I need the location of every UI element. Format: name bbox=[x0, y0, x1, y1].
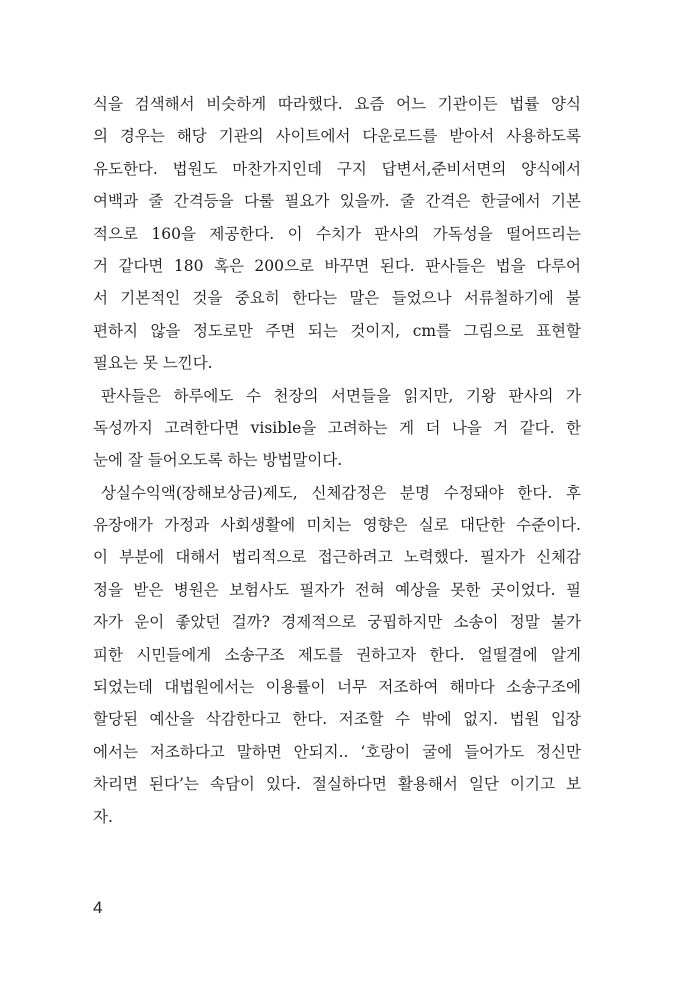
text-line: 서 기본적인 것을 중요히 한다는 말은 들었으나 서류철하기에 불 bbox=[93, 289, 581, 308]
text-line: 편하지 않을 정도로만 주면 되는 것이지, cm를 그림으로 표현할 bbox=[93, 321, 581, 340]
text-line: 피한 시민들에게 소송구조 제도를 권하고자 한다. 얼떨결에 알게 bbox=[93, 645, 581, 664]
text-line: 되었는데 대법원에서는 이용률이 너무 저조하여 해마다 소송구조에 bbox=[93, 678, 581, 697]
text-line: 이 부분에 대해서 법리적으로 접근하려고 노력했다. 필자가 신체감 bbox=[93, 548, 581, 567]
text-line: 상실수익액(장해보상금)제도, 신체감정은 분명 수정돼야 한다. 후 bbox=[101, 483, 581, 502]
text-line: 의 경우는 해당 기관의 사이트에서 다운로드를 받아서 사용하도록 bbox=[93, 127, 581, 146]
text-line: 필요는 못 느낀다. bbox=[93, 354, 213, 373]
text-line: 자가 운이 좋았던 걸까? 경제적으로 궁핍하지만 소송이 정말 불가 bbox=[93, 613, 581, 632]
text-line: 독성까지 고려한다면 visible을 고려하는 게 더 나을 거 같다. 한 bbox=[93, 418, 581, 437]
paragraph bbox=[93, 88, 581, 380]
text-line: 유도한다. 법원도 마찬가지인데 구지 답변서,준비서면의 양식에서 bbox=[93, 159, 581, 178]
text-line: 여백과 줄 간격등을 다룰 필요가 있을까. 줄 간격은 한글에서 기본 bbox=[93, 192, 581, 211]
text-line: 차리면 된다’는 속담이 있다. 절실하다면 활용해서 일단 이기고 보 bbox=[93, 775, 581, 794]
text-line: 식을 검색해서 비슷하게 따라했다. 요즘 어느 기관이든 법률 양식 bbox=[93, 95, 581, 113]
text-line: 판사들은 하루에도 수 천장의 서면들을 읽지만, 기왕 판사의 가 bbox=[101, 386, 581, 405]
body-text bbox=[93, 88, 581, 833]
text-line: 에서는 저조하다고 말하면 안되지.. ‘호랑이 굴에 들어가도 정신만 bbox=[93, 742, 581, 761]
text-line: 할당된 예산을 삭감한다고 한다. 저조할 수 밖에 없지. 법원 입장 bbox=[93, 710, 581, 729]
text-line: 눈에 잘 들어오도록 하는 방법말이다. bbox=[93, 451, 343, 470]
paragraph bbox=[93, 380, 581, 477]
text-line: 유장애가 가정과 사회생활에 미치는 영향은 실로 대단한 수준이다. bbox=[93, 516, 581, 535]
text-line: 거 같다면 180 혹은 200으로 바꾸면 된다. 판사들은 법을 다루어 bbox=[93, 256, 581, 275]
text-line: 적으로 160을 제공한다. 이 수치가 판사의 가독성을 떨어뜨리는 bbox=[93, 224, 581, 243]
text-line: 자. bbox=[93, 807, 113, 826]
page-number: 4 bbox=[93, 898, 103, 917]
text-line: 정을 받은 병원은 보험사도 필자가 전혀 예상을 못한 곳이었다. 필 bbox=[93, 580, 581, 599]
paragraph bbox=[93, 477, 581, 833]
